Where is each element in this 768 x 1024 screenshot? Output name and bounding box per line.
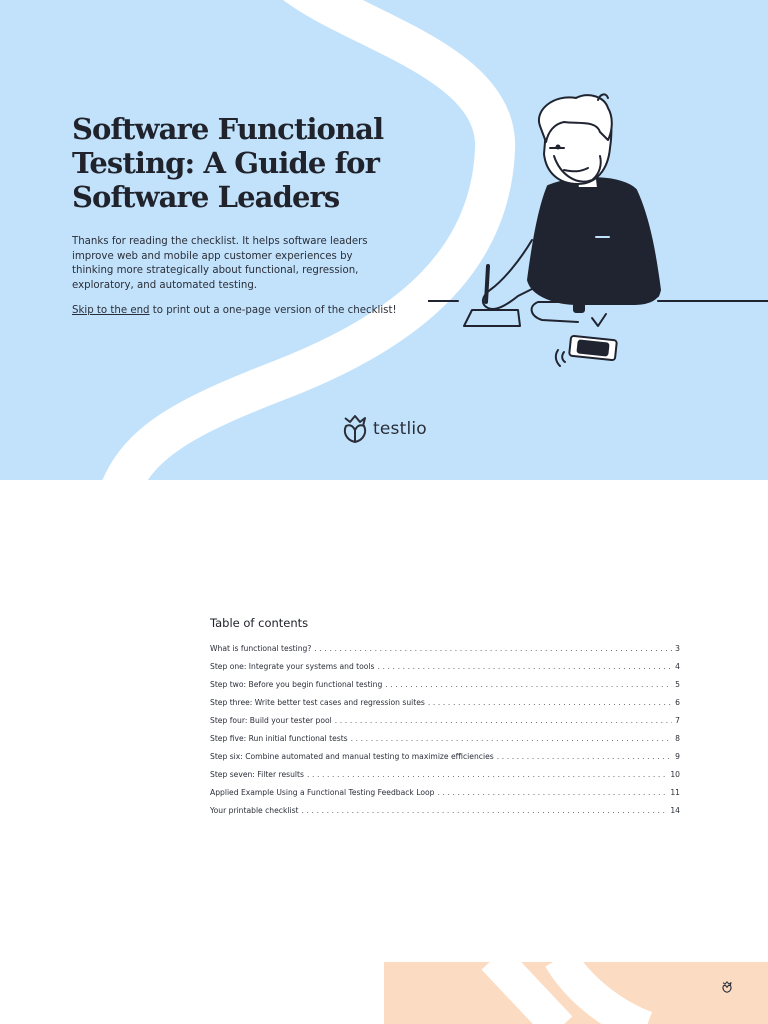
toc-entry[interactable]: [210, 680, 680, 698]
footer-decoration: [384, 962, 768, 1024]
testlio-logo: [341, 414, 427, 444]
toc-leader-dots: [437, 788, 667, 797]
toc-entry-label: Step one: Integrate your systems and tools: [210, 662, 375, 671]
toc-entry-page: 5: [675, 680, 680, 689]
toc-leader-dots: [378, 662, 673, 671]
toc-entry-label: Step five: Run initial functional tests: [210, 734, 348, 743]
toc-leader-dots: [428, 698, 672, 707]
toc-list: [210, 644, 680, 824]
skip-note: [72, 304, 402, 318]
toc-entry-label: Step six: Combine automated and manual testing to maximize efficiencies: [210, 752, 494, 761]
toc-entry-label: Your printable checklist: [210, 806, 299, 815]
toc-heading: Table of contents: [210, 616, 309, 630]
toc-entry-label: Step four: Build your tester pool: [210, 716, 332, 725]
toc-leader-dots: [385, 680, 672, 689]
toc-entry-label: Step seven: Filter results: [210, 770, 304, 779]
toc-entry-page: 8: [675, 734, 680, 743]
toc-entry-label: What is functional testing?: [210, 644, 312, 653]
person-writing-illustration: [428, 90, 768, 380]
toc-entry[interactable]: [210, 644, 680, 662]
toc-leader-dots: [351, 734, 673, 743]
page-title: Software Functional Testing: A Guide for Software Leaders: [72, 112, 384, 214]
skip-to-end-link[interactable]: Skip to the end: [72, 305, 150, 316]
toc-leader-dots: [302, 806, 668, 815]
testlio-footer-icon: [721, 981, 733, 993]
toc-entry-page: 14: [670, 806, 680, 815]
logo-wordmark: testlio: [373, 419, 427, 439]
toc-entry-label: Applied Example Using a Functional Testing Feedback Loop: [210, 788, 435, 797]
toc-entry[interactable]: [210, 806, 680, 824]
toc-entry[interactable]: [210, 716, 680, 734]
testlio-crest-icon: [341, 414, 369, 444]
toc-entry-page: 10: [670, 770, 680, 779]
toc-leader-dots: [497, 752, 672, 761]
toc-entry[interactable]: [210, 788, 680, 806]
toc-entry-page: 11: [670, 788, 680, 797]
skip-note-text: to print out a one-page version of the checklist!: [149, 305, 397, 316]
toc-leader-dots: [307, 770, 667, 779]
toc-leader-dots: [314, 644, 672, 653]
toc-entry-page: 4: [675, 662, 680, 671]
intro-paragraph: Thanks for reading the checklist. It helps software leaders improve web and mobile app customer experiences by thinking more strategically about functional, regression, exploratory, and automated testing.: [72, 236, 368, 291]
toc-entry[interactable]: [210, 698, 680, 716]
toc-entry[interactable]: [210, 734, 680, 752]
cover-hero: [0, 0, 768, 480]
toc-entry-page: 7: [675, 716, 680, 725]
toc-leader-dots: [335, 716, 672, 725]
toc-entry[interactable]: [210, 770, 680, 788]
toc-entry-label: Step two: Before you begin functional testing: [210, 680, 383, 689]
toc-entry[interactable]: [210, 662, 680, 680]
toc-entry-page: 6: [675, 698, 680, 707]
toc-entry-page: 3: [675, 644, 680, 653]
table-of-contents: [210, 616, 680, 824]
toc-entry[interactable]: [210, 752, 680, 770]
toc-entry-label: Step three: Write better test cases and regression suites: [210, 698, 425, 707]
toc-entry-page: 9: [675, 752, 680, 761]
